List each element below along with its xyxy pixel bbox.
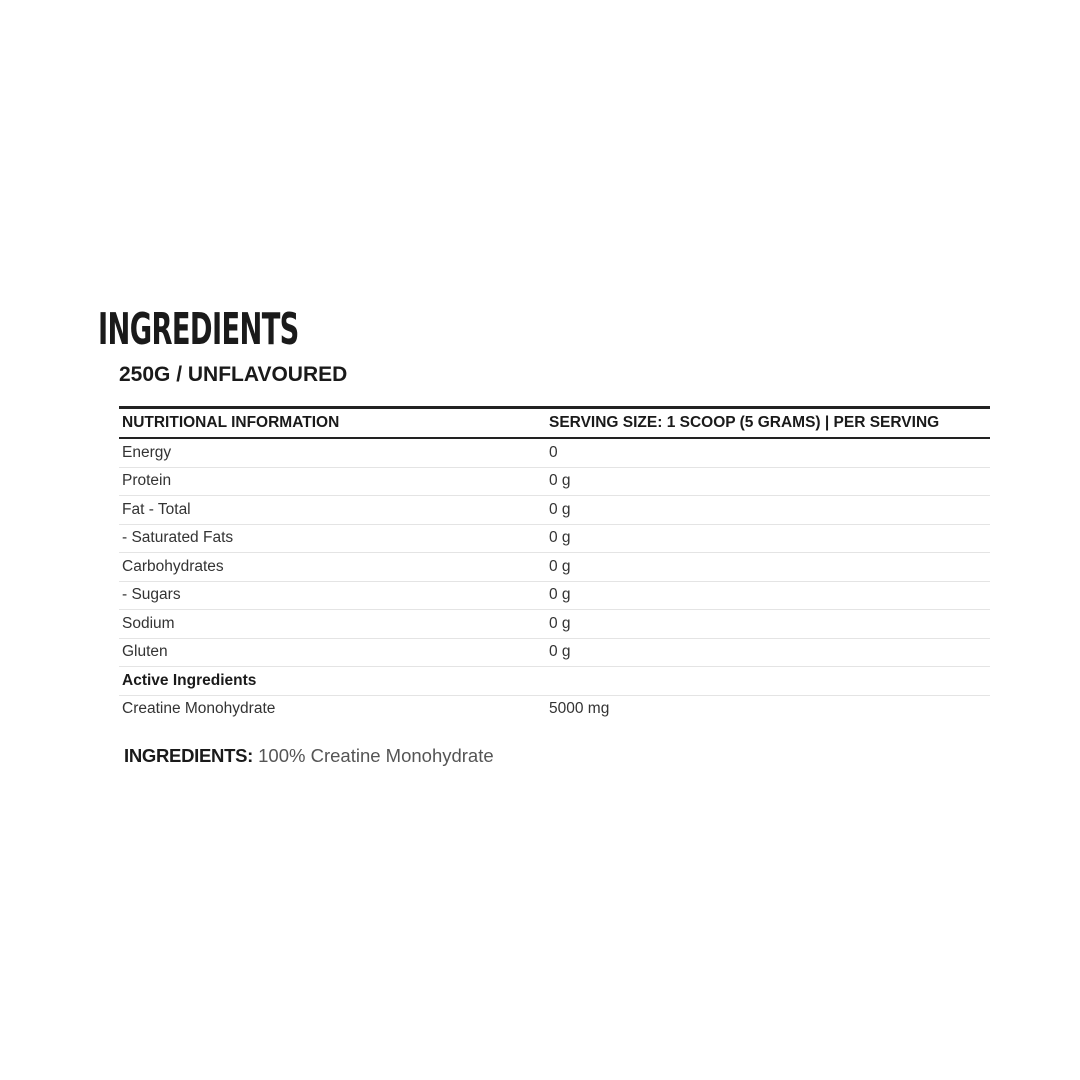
ingredients-text: 100% Creatine Monohydrate xyxy=(258,745,494,766)
nutrient-value: 0 g xyxy=(546,610,990,639)
table-row xyxy=(119,695,990,723)
section-value-empty xyxy=(546,667,990,696)
table-row xyxy=(119,496,990,525)
product-variant: 250G / UNFLAVOURED xyxy=(119,363,348,386)
table-row xyxy=(119,438,990,467)
nutrient-value: 0 g xyxy=(546,553,990,582)
table-header-row xyxy=(119,408,990,439)
nutrient-value: 0 g xyxy=(546,496,990,525)
nutrient-value: 0 g xyxy=(546,581,990,610)
header-nutritional-information: NUTRITIONAL INFORMATION xyxy=(119,408,546,439)
nutrient-label: Sodium xyxy=(119,610,546,639)
section-label: Active Ingredients xyxy=(119,667,546,696)
nutrient-label: Fat - Total xyxy=(119,496,546,525)
table-row xyxy=(119,581,990,610)
nutrient-label: Gluten xyxy=(119,638,546,667)
active-ingredients-section-row xyxy=(119,667,990,696)
table-row xyxy=(119,524,990,553)
active-ingredient-value: 5000 mg xyxy=(549,700,610,718)
nutrition-table xyxy=(119,406,990,723)
nutrient-label: - Saturated Fats xyxy=(119,524,546,553)
table-row xyxy=(119,467,990,496)
nutrient-label: Protein xyxy=(119,467,546,496)
nutrient-value: 0 g xyxy=(546,524,990,553)
table-row xyxy=(119,610,990,639)
header-serving-size: SERVING SIZE: 1 SCOOP (5 GRAMS) | PER SERVING xyxy=(546,408,990,439)
table-row xyxy=(119,553,990,582)
nutrient-value: 0 xyxy=(546,438,990,467)
nutrient-label: Carbohydrates xyxy=(119,553,546,582)
nutrient-value: 0 g xyxy=(546,467,990,496)
nutrient-value: 0 g xyxy=(546,638,990,667)
ingredients-label: INGREDIENTS: xyxy=(124,745,253,766)
nutrient-label: Energy xyxy=(119,438,546,467)
nutrient-label: - Sugars xyxy=(119,581,546,610)
table-row xyxy=(119,638,990,667)
active-ingredient-label: Creatine Monohydrate xyxy=(122,700,276,718)
ingredients-statement xyxy=(124,744,494,768)
page-title: INGREDIENTS xyxy=(98,304,299,355)
